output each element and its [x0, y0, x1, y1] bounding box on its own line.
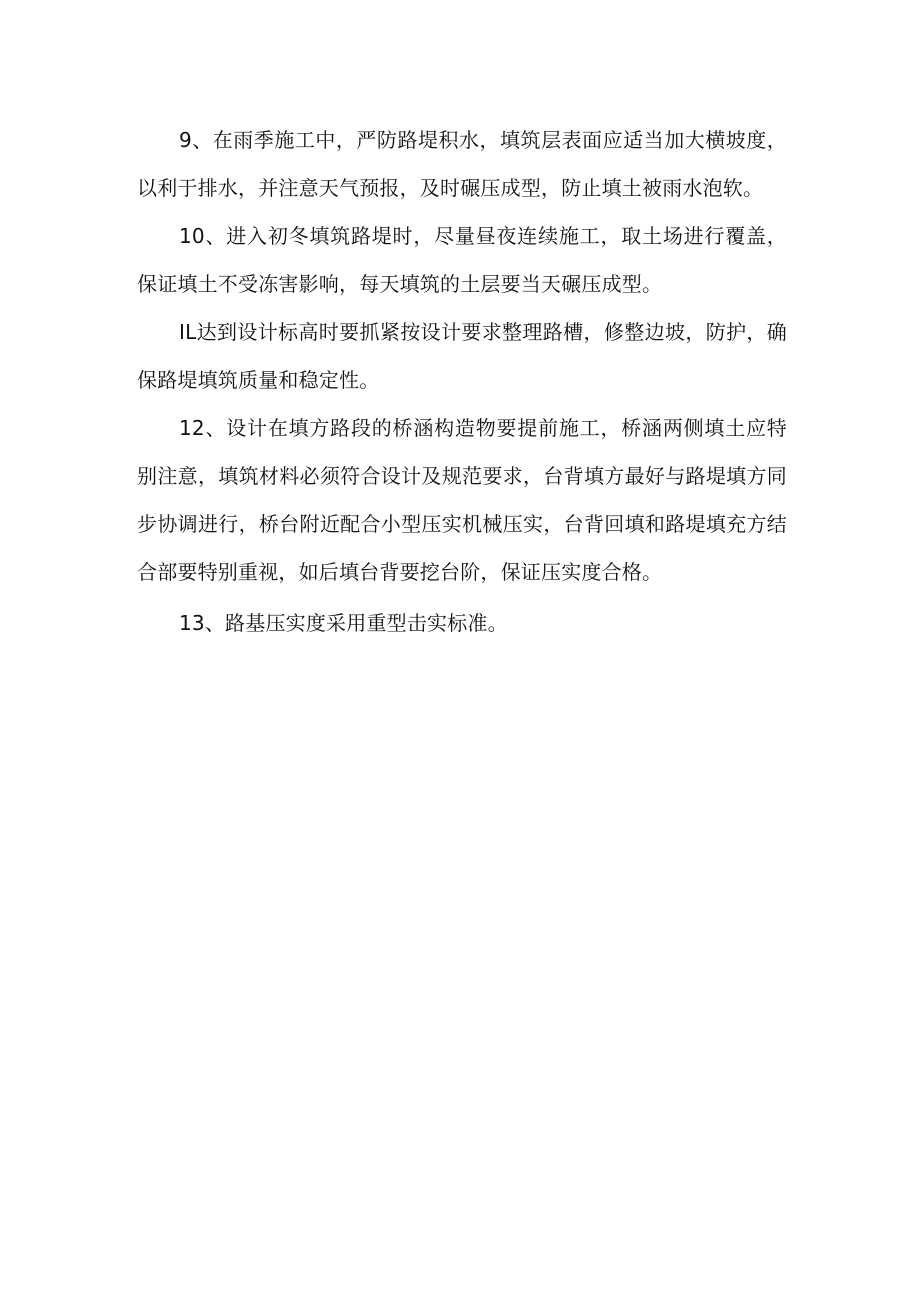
paragraph-item-10: 10、进入初冬填筑路堤时，尽量昼夜连续施工，取土场进行覆盖，保证填土不受冻害影响，每天填筑的土层要当天碾压成型。	[137, 224, 787, 296]
paragraph-item-13: 13、路基压实度采用重型击实标准。	[179, 611, 508, 635]
document-body	[137, 116, 787, 647]
paragraph-item-9: 9、在雨季施工中，严防路堤积水，填筑层表面应适当加大横坡度，以利于排水，并注意天气预报，及时碾压成型，防止填土被雨水泡软。	[137, 128, 787, 200]
paragraph-item-11: IL达到设计标高时要抓紧按设计要求整理路槽，修整边坡，防护，确保路堤填筑质量和稳定性。	[137, 320, 787, 392]
paragraph-item-12: 12、设计在填方路段的桥涵构造物要提前施工，桥涵两侧填土应特别注意，填筑材料必须符合设计及规范要求，台背填方最好与路堤填方同步协调进行，桥台附近配合小型压实机械压实，台背回填和路堤填充方结合部要特别重视，如后填台背要挖台阶，保证压实度合格。	[137, 416, 787, 584]
